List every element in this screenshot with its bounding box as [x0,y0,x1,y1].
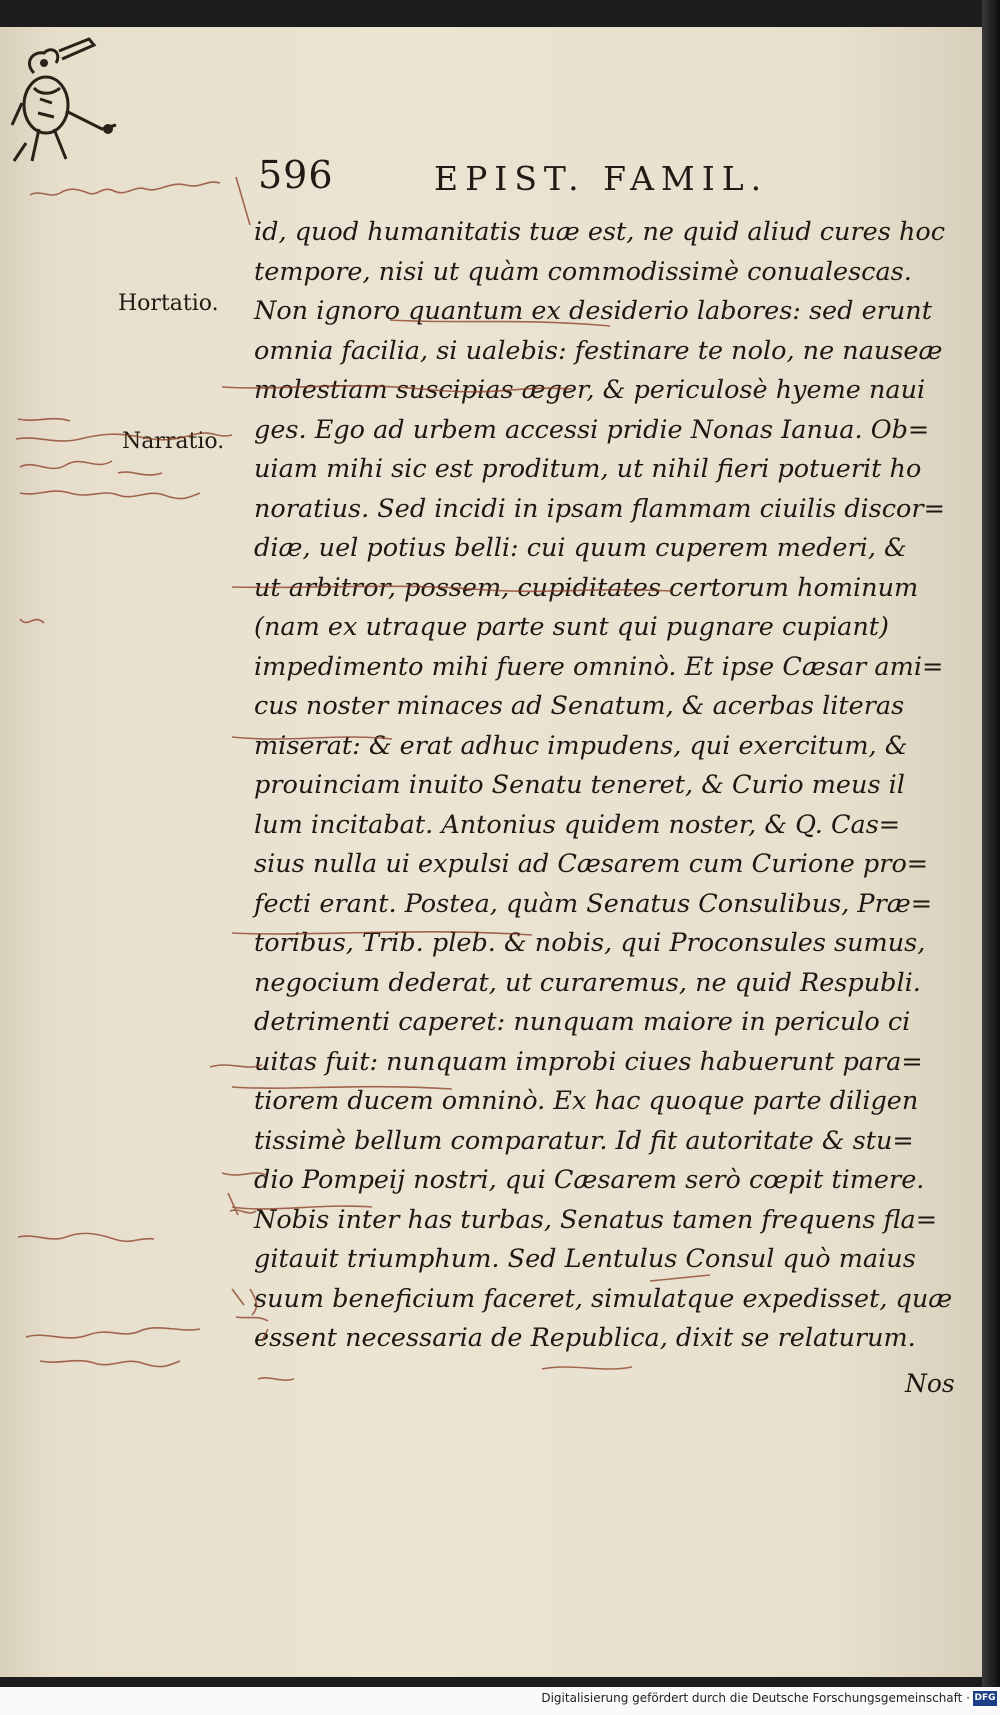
text-line: suum beneficium faceret, simulatque expedisset, quæ [254,1283,953,1314]
text-line: (nam ex utraque parte sunt qui pugnare cupiant) [254,612,889,642]
text-line: gitauit triumphum. Sed Lentulus Consul quò maius [254,1244,916,1274]
text-line: impedimento mihi fuere omninò. Et ipse Cæsar ami= [254,651,944,682]
text-line: tiorem ducem omninò. Ex hac quoque parte diligen [254,1086,919,1116]
text-line: diæ, uel potius belli: cui quum cuperem mederi, & [254,533,907,563]
text-line: omnia facilia, si ualebis: festinare te nolo, ne nauseæ [254,335,943,366]
margin-note-hortatio: Hortatio. [118,291,219,316]
text-line: cus noster minaces ad Senatum, & acerbas literas [254,691,905,721]
page-number: 596 [258,153,334,197]
text-line: prouinciam inuito Senatu teneret, & Curio meus il [254,770,905,800]
catchword: Nos [905,1369,955,1398]
text-line: Non ignoro quantum ex desiderio labores: sed erunt [254,296,932,326]
text-line: fecti erant. Postea, quàm Senatus Consulibus, Præ= [254,888,933,919]
text-line: sius nulla ui expulsi ad Cæsarem cum Curione pro= [254,849,929,879]
text-line: detrimenti caperet: nunquam maiore in periculo ci [254,1007,911,1037]
running-head [0,145,982,205]
margin-note-narratio: Narratio. [122,429,225,454]
dfg-logo: DFG [973,1691,997,1706]
text-line: uitas fuit: nunquam improbi ciues habuerunt para= [254,1046,923,1077]
text-line: id, quod humanitatis tuæ est, ne quid aliud cures hoc [254,217,946,247]
text-line: molestiam suscipias æger, & periculosè hyeme naui [254,375,926,405]
text-line: lum incitabat. Antonius quidem noster, & Q. Cas= [254,809,901,840]
text-line: toribus, Trib. pleb. & nobis, qui Proconsules sumus, [254,928,926,958]
running-title: EPIST. FAMIL. [434,159,769,198]
text-line: ut arbitror, possem, cupiditates certorum hominum [254,572,919,603]
digitization-credit: Digitalisierung gefördert durch die Deutsche Forschungsgemeinschaft · [541,1691,970,1705]
main-text-block [254,213,966,1359]
text-line: dio Pompeij nostri, qui Cæsarem serò cœpit timere. [254,1165,925,1195]
text-line: noratius. Sed incidi in ipsam flammam ciuilis discor= [254,493,945,524]
book-edge [982,0,1000,1687]
text-line: tissimè bellum comparatur. Id fit autoritate & stu= [254,1125,914,1156]
text-line: essent necessaria de Republica, dixit se relaturum. [254,1323,916,1353]
book-page [0,27,982,1677]
text-line: tempore, nisi ut quàm commodissimè conualescas. [254,256,912,287]
text-line: negocium dederat, ut curaremus, ne quid Respubli. [254,967,921,998]
text-line: Nobis inter has turbas, Senatus tamen frequens fla= [254,1204,938,1235]
text-line: miserat: & erat adhuc impudens, qui exercitum, & [254,730,908,761]
text-line: uiam mihi sic est proditum, ut nihil fieri potuerit ho [254,454,922,484]
text-line: ges. Ego ad urbem accessi pridie Nonas Ianua. Ob= [254,414,930,445]
